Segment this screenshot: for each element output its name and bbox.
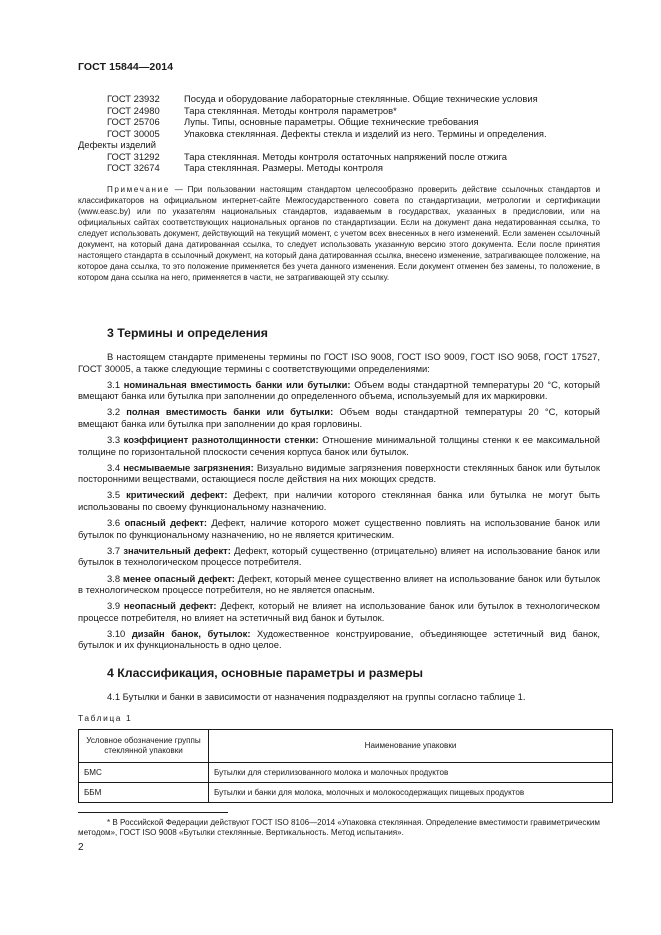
reference-item — [78, 93, 600, 105]
reference-code: ГОСТ 24980 — [107, 104, 160, 116]
term: несмываемые загрязнения: — [123, 461, 254, 473]
reference-code: ГОСТ 30005 — [107, 127, 160, 139]
table-row — [79, 763, 613, 783]
term: коэффициент разнотолщинности стенки: — [123, 434, 319, 446]
note-text: — При пользовании настоящим стандартом целесообразно проверить действие ссылочных стандартов и классификаторов на официальном интернет-сайте Межгосударственного совета по стандартизации, метрологии и сертификации (www.easc.by) или по указателям национальных стандартов, издаваемым в государствах, указанных в предисловии, или на официальных сайтах соответствующих национальных органов по стандартизации. Если на документ дана недатированная ссылка, то следует использовать документ, действующий на текущий момент, с учетом всех внесенных в него изменений. Если заменен ссылочный документ, на который дана датированная ссылка, то следует использовать указанную версию этого документа. Если после принятия настоящего стандарта в ссылочный документ, на который дана датированная ссылка, внесено изменение, затрагивающее положение, на которое дана ссылка, то это положение применяется без учета данного изменения. Если документ отменен без замены, то положение, в котором дана ссылка на него, применяется в части, не затрагивающей эту ссылку. — [78, 185, 600, 283]
reference-item — [78, 105, 600, 117]
table-row — [79, 783, 613, 803]
reference-code: ГОСТ 25706 — [107, 116, 160, 127]
reference-code: ГОСТ 23932 — [107, 93, 160, 104]
term-definition: 3.7 значительный дефект: Дефект, который существенно (отрицательно) влияет на использование банок или бутылок в технологическом процессе потребителя. — [78, 544, 601, 568]
reference-item — [78, 128, 600, 140]
term-definition: 3.1 номинальная вместимость банки или бутылки: Объем воды стандартной температуры 20 °C, который вмещают банка или бутылка при заполнении до определенного объема, используемый для их маркировки. — [78, 378, 600, 402]
reference-item — [78, 162, 600, 174]
table-cell: Бутылки для стерилизованного молока и молочных продуктов — [209, 763, 613, 783]
reference-title: Упаковка стеклянная. Дефекты стекла и изделий из него. Термины и определения. — [184, 127, 547, 139]
term-definition: 3.2 полная вместимость банки или бутылки: Объем воды стандартной температуры 20 °C, который вмещают банка или бутылка при заполнении до края горловины. — [78, 406, 600, 429]
reference-item — [78, 116, 600, 128]
term: дизайн банок, бутылок: — [131, 627, 251, 639]
note-label: Примечание — [107, 185, 170, 194]
table-header-cell: Наименование упаковки — [209, 730, 613, 763]
table-caption: Таблица 1 — [78, 713, 133, 723]
table-cell: ББМ — [79, 783, 209, 803]
section-4-paragraph: 4.1 Бутылки и банки в зависимости от назначения подразделяют на группы согласно таблице 1. — [107, 691, 526, 702]
reference-title: Тара стеклянная. Размеры. Методы контроля — [184, 162, 383, 173]
term: номинальная вместимость банки или бутылки: — [123, 378, 351, 390]
reference-title: Лупы. Типы, основные параметры. Общие технические требования — [184, 116, 479, 127]
table-header-cell: Условное обозначение группы стеклянной упаковки — [79, 730, 209, 763]
reference-title: Посуда и оборудование лабораторные стеклянные. Общие технические условия — [184, 93, 538, 104]
reference-continuation: Дефекты изделий — [78, 139, 156, 150]
term: неопасный дефект: — [123, 600, 217, 612]
reference-item — [78, 151, 600, 163]
term-definition: 3.4 несмываемые загрязнения: Визуально видимые загрязнения поверхности стеклянных банок или бутылок посторонними веществами, остающиеся после действия на них моющих средств. — [78, 461, 600, 485]
footnote: * В Российской Федерации действуют ГОСТ ISO 8106—2014 «Упаковка стеклянная. Определение вместимости гравиметрическим методом», ГОСТ ISO 9008 «Бутылки стеклянные. Вертикальность. Метод испытания». — [78, 818, 600, 838]
term: менее опасный дефект: — [122, 572, 235, 584]
term: критический дефект: — [126, 489, 228, 501]
term-definition: 3.3 коэффициент разнотолщинности стенки: Отношение минимальной толщины стенки к ее максимальной толщине по горизонтальной плоскости сечения корпуса банок или бутылок. — [78, 434, 600, 457]
reference-title: Тара стеклянная. Методы контроля параметров* — [184, 104, 397, 116]
reference-code: ГОСТ 31292 — [107, 150, 160, 162]
classification-table — [78, 729, 613, 803]
term: полная вместимость банки или бутылки: — [126, 406, 334, 418]
term-definition: 3.6 опасный дефект: Дефект, наличие которого может существенно повлиять на использование банок или бутылок по функциональному назначению, но не является критическим. — [78, 517, 600, 540]
term-definition: 3.10 дизайн банок, бутылок: Художественное конструирование, объединяющее эстетичный вид банок, бутылок и их функциональность в одно целое. — [78, 627, 600, 651]
document-header: ГОСТ 15844—2014 — [78, 61, 174, 73]
page-number: 2 — [78, 842, 84, 853]
table-cell: Бутылки и банки для молока, молочных и молокосодержащих пищевых продуктов — [209, 783, 613, 803]
table-cell: БМС — [79, 763, 209, 783]
reference-title: Тара стеклянная. Методы контроля остаточных напряжений после отжига — [184, 150, 507, 162]
section-4-title: 4 Классификация, основные параметры и размеры — [107, 666, 424, 680]
section-3-body — [78, 351, 600, 656]
normative-references — [78, 93, 600, 174]
section-3-intro: В настоящем стандарте применены термины по ГОСТ ISO 9008, ГОСТ ISO 9009, ГОСТ ISO 9058, ГОСТ 17527, ГОСТ 30005, а также следующие термины с соответствующими определениями: — [78, 351, 600, 374]
term-definition: 3.8 менее опасный дефект: Дефект, который менее существенно влияет на использование банок или бутылок в технологическом процессе потребителя, но не является опасным. — [78, 572, 601, 596]
term: значительный дефект: — [123, 544, 231, 556]
term-definition: 3.5 критический дефект: Дефект, при наличии которого стеклянная банка или бутылка не могут быть использованы по своему функциональному назначению. — [78, 489, 601, 512]
table-header-row — [79, 730, 613, 763]
section-4-body — [78, 691, 600, 707]
reference-code: ГОСТ 32674 — [107, 162, 160, 173]
term: опасный дефект: — [124, 517, 207, 529]
term-definition: 3.9 неопасный дефект: Дефект, который не влияет на использование банок или бутылок в технологическом процессе потребителя, но влияет на эстетичный вид банок и бутылок. — [78, 600, 601, 623]
note-paragraph — [78, 184, 600, 283]
section-3-title: 3 Термины и определения — [107, 326, 268, 340]
footnote-divider — [78, 812, 228, 813]
